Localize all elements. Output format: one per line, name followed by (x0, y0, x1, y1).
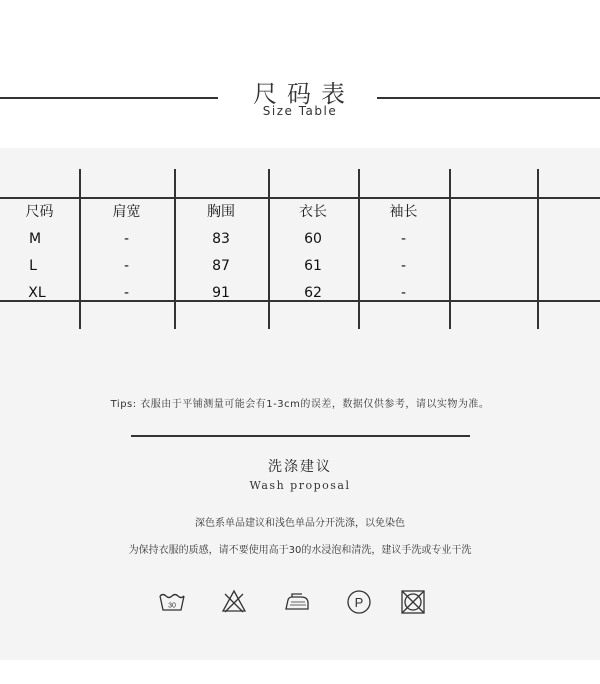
no-tumble-dry-icon (399, 588, 427, 616)
table-cell-shoulder: - (123, 285, 130, 301)
column-header-length: 衣长 (299, 204, 327, 220)
measurement-tips: Tips: 衣服由于平铺测量可能会有1-3cm的误差，数据仅供参考，请以实物为准。 (110, 399, 490, 410)
table-cell-sleeve: - (400, 285, 407, 301)
wash-note-color: 深色系单品建议和浅色单品分开洗涤，以免染色 (195, 518, 405, 529)
table-cell-chest: 91 (212, 285, 230, 301)
table-cell-length: 61 (304, 258, 322, 274)
page-subtitle: Size Table (262, 104, 338, 118)
dry-clean-label: P (354, 595, 364, 610)
wash-title: 洗涤建议 (268, 459, 332, 475)
table-cell-size: XL (28, 285, 46, 301)
table-cell-size: M (28, 231, 42, 247)
table-column-rule (449, 169, 451, 329)
section-divider (131, 435, 470, 437)
column-header-shoulder: 肩宽 (112, 204, 141, 220)
wash-temperature-label: 30 (168, 602, 176, 610)
size-table (0, 169, 600, 329)
wash-note-temperature: 为保持衣服的质感，请不要使用高于30的水浸泡和清洗，建议手洗或专业干洗 (128, 545, 472, 556)
table-cell-shoulder: - (123, 258, 130, 274)
table-cell-chest: 83 (212, 231, 230, 247)
table-column-rule (537, 169, 539, 329)
header-rule-right (377, 97, 600, 99)
header (0, 0, 600, 148)
wash-subtitle: Wash proposal (249, 479, 351, 492)
care-icons (0, 588, 600, 618)
page-title: 尺码表 (253, 80, 355, 108)
column-header-sleeve: 袖长 (389, 204, 418, 220)
wash-30-icon (158, 588, 186, 616)
no-bleach-icon (220, 588, 248, 616)
column-header-size: 尺码 (25, 204, 54, 220)
table-cell-size: L (29, 258, 37, 274)
column-header-chest: 胸围 (207, 204, 235, 220)
table-cell-length: 60 (304, 231, 322, 247)
table-cell-sleeve: - (400, 258, 407, 274)
dry-clean-p-icon (345, 588, 373, 616)
table-cell-shoulder: - (123, 231, 130, 247)
iron-icon (283, 588, 311, 616)
content-panel (0, 148, 600, 660)
table-cell-length: 62 (304, 285, 322, 301)
table-cell-chest: 87 (212, 258, 230, 274)
table-cell-sleeve: - (400, 231, 407, 247)
